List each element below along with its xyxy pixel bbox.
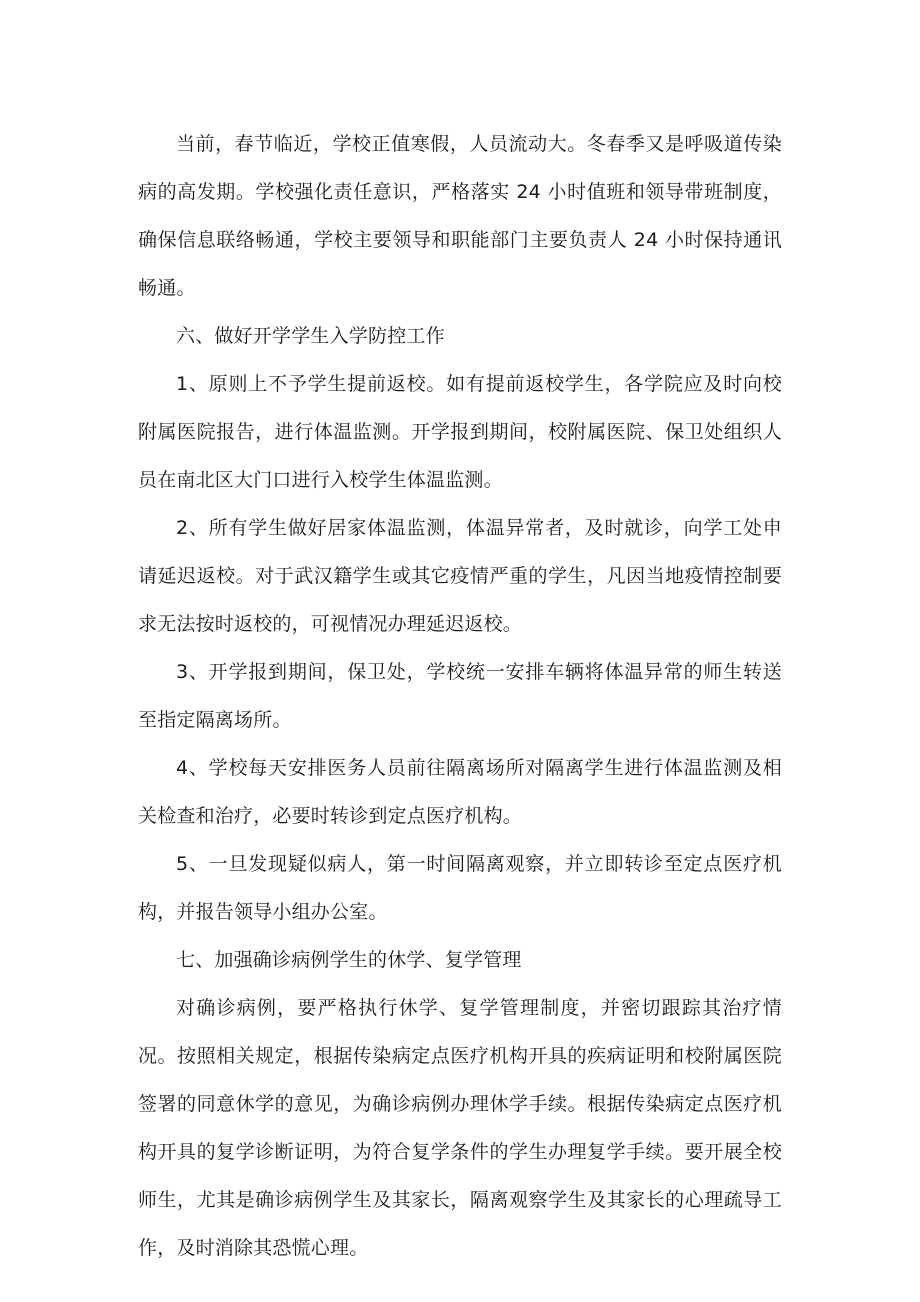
paragraph-item-3: 3、开学报到期间，保卫处，学校统一安排车辆将体温异常的师生转送至指定隔离场所。 — [138, 661, 782, 731]
document-body — [138, 120, 782, 1272]
section-heading-six: 六、做好开学学生入学防控工作 — [176, 325, 445, 347]
paragraph-item-1: 1、原则上不予学生提前返校。如有提前返校学生，各学院应及时向校附属医院报告，进行体温监测。开学报到期间，校附属医院、保卫处组织人员在南北区大门口进行入校学生体温监测。 — [138, 373, 782, 491]
paragraph-suspension-management: 对确诊病例，要严格执行休学、复学管理制度，并密切跟踪其治疗情况。按照相关规定，根据传染病定点医疗机构开具的疾病证明和校附属医院签署的同意休学的意见，为确诊病例办理休学手续。根据传染病定点医疗机构开具的复学诊断证明，为符合复学条件的学生办理复学手续。要开展全校师生，尤其是确诊病例学生及其家长，隔离观察学生及其家长的心理疏导工作，及时消除其恐慌心理。 — [138, 997, 782, 1259]
paragraph-hotline-duty: 当前，春节临近，学校正值寒假，人员流动大。冬春季又是呼吸道传染病的高发期。学校强化责任意识，严格落实 24 小时值班和领导带班制度，确保信息联络畅通，学校主要领导和职能部门主要负责人 24 小时保持通讯畅通。 — [138, 133, 782, 299]
section-heading-seven: 七、加强确诊病例学生的休学、复学管理 — [176, 949, 522, 971]
paragraph-item-2: 2、所有学生做好居家体温监测，体温异常者，及时就诊，向学工处申请延迟返校。对于武汉籍学生或其它疫情严重的学生，凡因当地疫情控制要求无法按时返校的，可视情况办理延迟返校。 — [138, 517, 782, 635]
paragraph-item-5: 5、一旦发现疑似病人，第一时间隔离观察，并立即转诊至定点医疗机构，并报告领导小组办公室。 — [138, 853, 782, 923]
paragraph-item-4: 4、学校每天安排医务人员前往隔离场所对隔离学生进行体温监测及相关检查和治疗，必要时转诊到定点医疗机构。 — [138, 757, 782, 827]
